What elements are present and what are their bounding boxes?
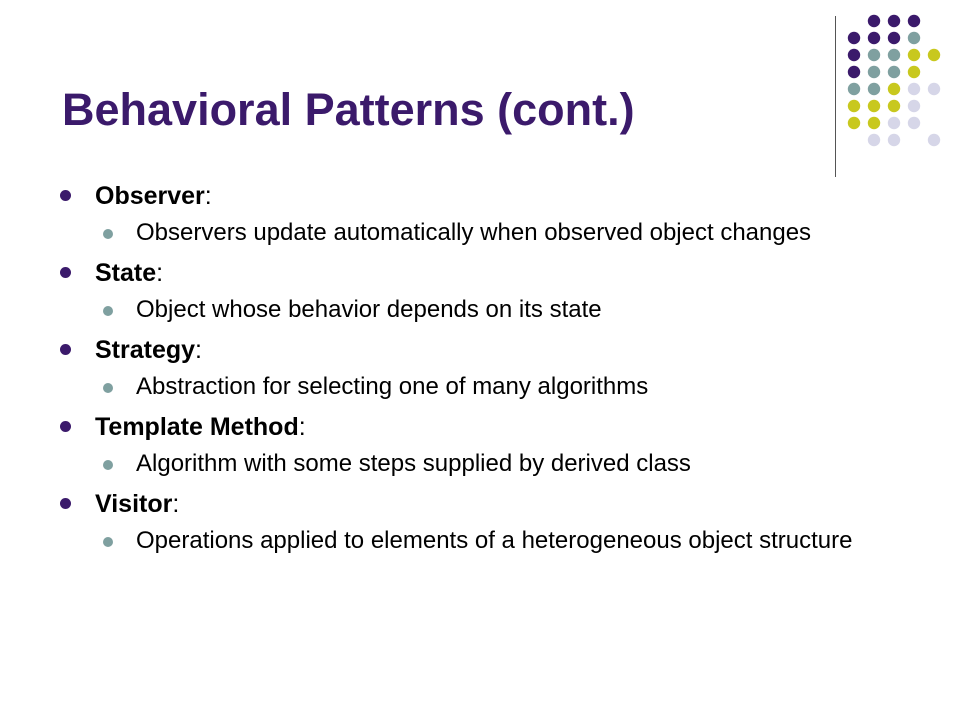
pattern-description: Operations applied to elements of a heterogeneous object structure: [136, 527, 853, 554]
bullet-list: [60, 178, 900, 563]
decorative-dot-grid: [846, 13, 946, 153]
sub-bullet-dot-icon: [103, 306, 113, 316]
sub-bullet-item: [103, 446, 900, 482]
decor-dot: [848, 83, 860, 95]
bullet-item: [60, 486, 900, 559]
pattern-colon: :: [298, 413, 306, 441]
decor-dot: [888, 15, 900, 27]
decor-dot: [868, 117, 880, 129]
sub-bullet-item: [103, 369, 900, 405]
pattern-name: Observer: [95, 182, 205, 210]
pattern-colon: :: [172, 490, 180, 518]
sub-bullet-item: [103, 292, 900, 328]
pattern-colon: :: [195, 336, 202, 364]
decor-dot: [888, 134, 900, 146]
sub-bullet-list: [60, 446, 900, 482]
decor-dot: [868, 134, 880, 146]
decor-dot: [908, 15, 920, 27]
pattern-description: Abstraction for selecting one of many algorithms: [136, 373, 649, 400]
bullet-dot-icon: [60, 267, 71, 278]
bullet-heading: [60, 486, 900, 523]
decor-dot: [868, 66, 880, 78]
decor-dot: [888, 32, 900, 44]
pattern-colon: :: [204, 182, 212, 210]
decor-dot: [888, 83, 900, 95]
bullet-dot-icon: [60, 190, 71, 201]
bullet-dot-icon: [60, 498, 71, 509]
decor-dot: [888, 49, 900, 61]
sub-bullet-dot-icon: [103, 383, 113, 393]
decor-dot: [848, 117, 860, 129]
slide-title: Behavioral Patterns (cont.): [62, 84, 635, 135]
pattern-name: Template Method: [95, 413, 299, 441]
bullet-heading: [60, 409, 900, 446]
sub-bullet-item: [103, 215, 900, 251]
sub-bullet-list: [60, 523, 900, 559]
pattern-description: Algorithm with some steps supplied by derived class: [136, 450, 691, 477]
sub-bullet-item: [103, 523, 900, 559]
decor-dot: [868, 15, 880, 27]
bullet-heading: [60, 255, 900, 292]
pattern-name: State: [95, 259, 157, 287]
decor-dot: [928, 134, 940, 146]
decor-dot: [868, 32, 880, 44]
decor-dot: [868, 49, 880, 61]
bullet-item: [60, 409, 900, 482]
divider-line: [835, 16, 836, 177]
bullet-item: [60, 178, 900, 251]
decor-dot: [888, 66, 900, 78]
decor-dot: [848, 66, 860, 78]
pattern-description: Object whose behavior depends on its state: [136, 296, 602, 323]
decor-dot: [908, 49, 920, 61]
decor-dot: [908, 100, 920, 112]
bullet-item: [60, 332, 900, 405]
sub-bullet-list: [60, 215, 900, 251]
pattern-name: Visitor: [95, 490, 173, 518]
decor-dot: [868, 83, 880, 95]
bullet-dot-icon: [60, 421, 71, 432]
decor-dot: [928, 49, 940, 61]
decor-dot: [908, 66, 920, 78]
bullet-dot-icon: [60, 344, 71, 355]
decor-dot: [908, 32, 920, 44]
decor-dot: [848, 32, 860, 44]
decor-dot: [848, 49, 860, 61]
sub-bullet-dot-icon: [103, 229, 113, 239]
decor-dot: [908, 83, 920, 95]
decor-dot: [928, 83, 940, 95]
bullet-heading: [60, 178, 900, 215]
decor-dot: [848, 100, 860, 112]
decor-dot: [888, 117, 900, 129]
sub-bullet-list: [60, 292, 900, 328]
decor-dot: [868, 100, 880, 112]
bullet-heading: [60, 332, 900, 369]
bullet-item: [60, 255, 900, 328]
sub-bullet-list: [60, 369, 900, 405]
pattern-name: Strategy: [95, 336, 196, 364]
sub-bullet-dot-icon: [103, 537, 113, 547]
decor-dot: [888, 100, 900, 112]
sub-bullet-dot-icon: [103, 460, 113, 470]
pattern-colon: :: [156, 259, 164, 287]
pattern-description: Observers update automatically when observed object changes: [136, 219, 812, 246]
decor-dot: [908, 117, 920, 129]
